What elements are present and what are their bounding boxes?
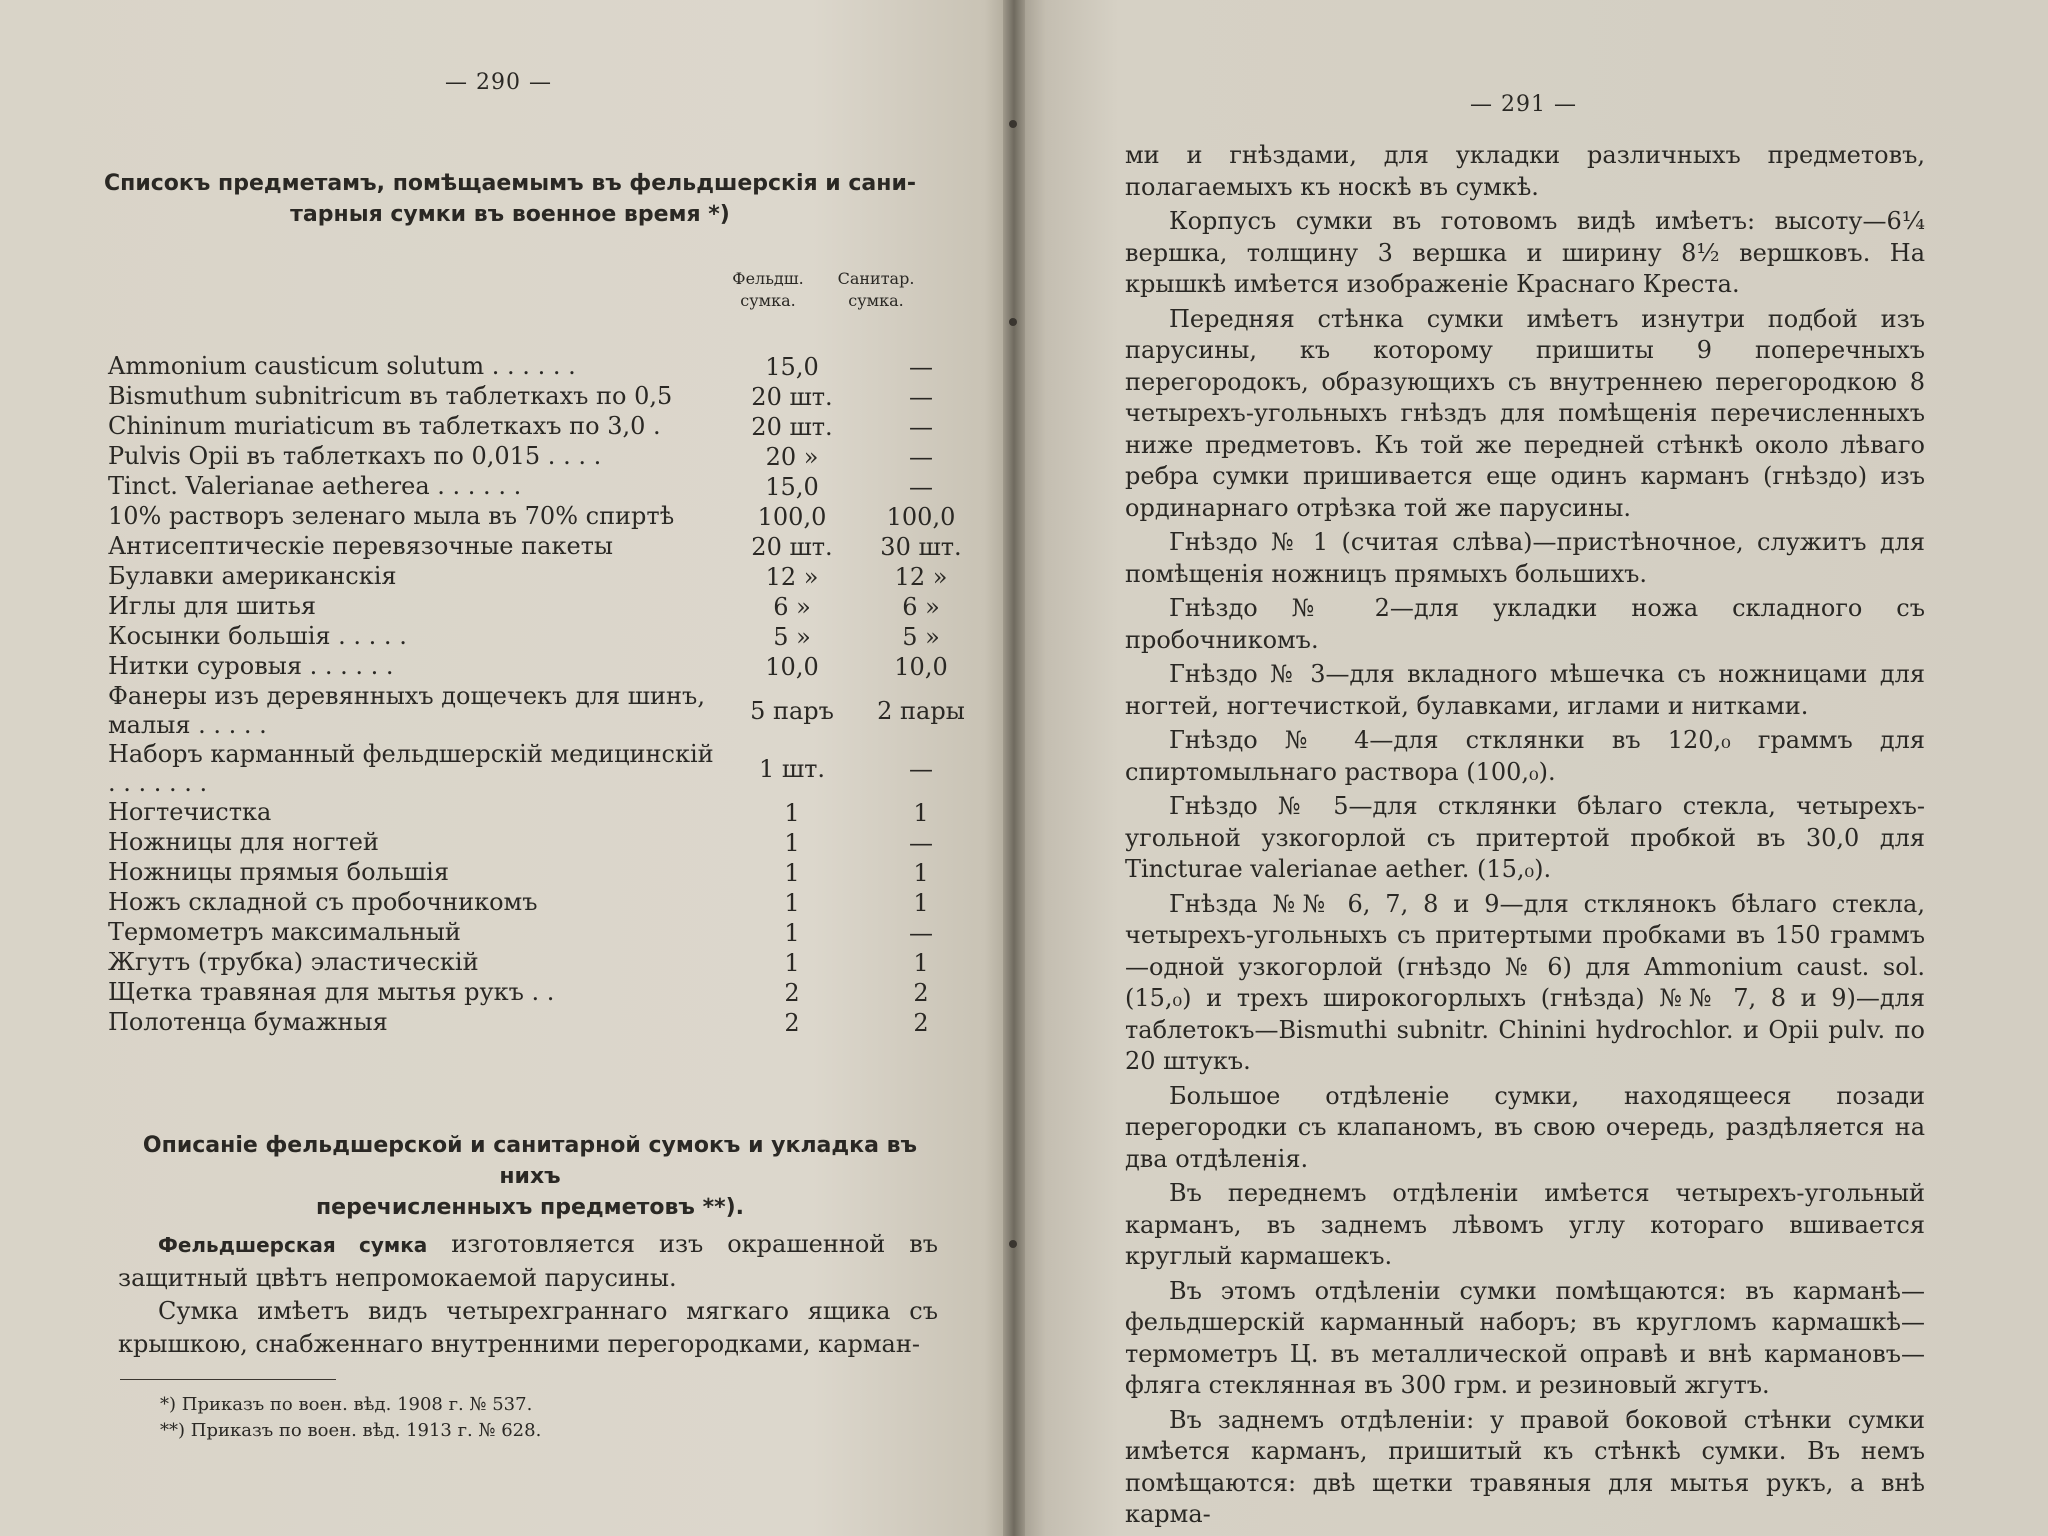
column-header-line: сумка. [848, 291, 904, 310]
item-qty-feldsher: 5 паръ [750, 697, 834, 725]
item-qty-sanitary: 5 » [902, 623, 940, 651]
item-qty-feldsher: 5 » [773, 623, 811, 651]
binding-stitch [1009, 318, 1017, 326]
list-item [108, 562, 948, 592]
description-title-line: Описаніе фельдшерской и санитарной сумокъ и укладка въ нихъ [142, 1133, 918, 1189]
item-qty-sanitary: 2 пары [877, 697, 965, 725]
item-qty-feldsher: 1 шт. [758, 755, 826, 783]
list-item [108, 828, 948, 858]
item-qty-sanitary: 1 [913, 859, 929, 887]
item-qty-sanitary: 1 [913, 889, 929, 917]
paragraph: Гнѣздо № 3—для вкладного мѣшечка съ ножницами для ногтей, ногтечисткой, булавками, иглами и нитками. [1125, 660, 1925, 720]
item-qty-feldsher: 1 [784, 949, 800, 977]
item-name: Ножъ складной съ пробочникомъ [108, 888, 538, 916]
item-qty-sanitary: 1 [913, 949, 929, 977]
list-item [108, 352, 948, 382]
column-header-sanitary [826, 268, 926, 312]
item-qty-feldsher: 100,0 [757, 503, 827, 531]
item-qty-sanitary: 12 » [894, 563, 948, 591]
list-item [108, 652, 948, 682]
column-header-line: Санитар. [837, 269, 915, 288]
item-qty-feldsher: 20 шт. [751, 533, 833, 561]
list-item [108, 978, 948, 1008]
item-name: Ножницы прямыя большія [108, 858, 449, 886]
paragraph-text: изготовляется изъ окрашенной въ защитный цвѣтъ непромокаемой парусины. [118, 1230, 938, 1292]
left-page [0, 0, 1015, 1536]
item-name: Булавки американскія [108, 562, 397, 590]
item-name: Tinct. Valerianae aetherea . . . . . . [108, 472, 522, 500]
list-item [108, 532, 962, 562]
item-name: Bismuthum subnitricum въ таблеткахъ по 0,5 [108, 382, 673, 410]
footnote: *) Приказъ по воен. вѣд. 1908 г. № 537. [160, 1394, 533, 1415]
item-name: Косынки большія . . . . . [108, 622, 407, 650]
item-qty-feldsher: 1 [784, 799, 800, 827]
supply-list [108, 352, 965, 1038]
item-qty-feldsher: 1 [784, 919, 800, 947]
page-number-left: — 290 — [445, 70, 552, 95]
item-qty-feldsher: 20 » [765, 443, 819, 471]
item-qty-sanitary: 30 шт. [880, 533, 962, 561]
list-title [90, 168, 930, 230]
footnotes [160, 1392, 541, 1444]
list-item [108, 918, 948, 948]
paragraph: Гнѣздо № 5—для стклянки бѣлаго стекла, четырехъ-угольной узкогорлой съ притертой пробкой въ 30,0 для Tincturae valerianae aether. (15,₀). [1125, 792, 1925, 883]
item-name: Ammonium causticum solutum . . . . . . [108, 352, 576, 380]
item-name: Нитки суровыя . . . . . . [108, 652, 394, 680]
item-qty-feldsher: 2 [784, 1009, 800, 1037]
description-title-line: перечисленныхъ предметовъ **). [315, 1195, 744, 1220]
item-qty-sanitary: 2 [913, 1009, 929, 1037]
right-body-text [1125, 140, 1925, 1534]
list-title-line: тарныя сумки въ военное время *) [290, 202, 730, 227]
paragraph [118, 1228, 938, 1295]
item-qty-sanitary: 2 [913, 979, 929, 1007]
paragraph-lead: Фельдшерская сумка [158, 1233, 428, 1257]
item-qty-feldsher: 2 [784, 979, 800, 1007]
item-qty-feldsher: 15,0 [765, 473, 819, 501]
item-qty-feldsher: 1 [784, 859, 800, 887]
binding-stitch [1009, 1240, 1017, 1248]
binding-stitch [1009, 120, 1017, 128]
item-name: Полотенца бумажныя [108, 1008, 388, 1036]
list-item [108, 740, 948, 798]
item-qty-sanitary: — [909, 473, 933, 501]
item-qty-sanitary: — [909, 919, 933, 947]
item-qty-sanitary: — [909, 383, 933, 411]
paragraph: ми и гнѣздами, для укладки различныхъ предметовъ, полагаемыхъ къ носкѣ въ сумкѣ. [1125, 141, 1925, 201]
paragraph: Въ этомъ отдѣленіи сумки помѣщаются: въ карманѣ—фельдшерскій карманный наборъ; въ кругломъ кармашкѣ—термометръ Ц. въ металлической оправѣ и внѣ кармановъ—фляга стеклянная въ 300 грм. и резиновый жгутъ. [1125, 1276, 1925, 1399]
item-qty-sanitary: 1 [913, 799, 929, 827]
list-title-line: Списокъ предметамъ, помѣщаемымъ въ фельдшерскія и сани- [103, 171, 917, 196]
list-item [108, 442, 948, 472]
footnote-rule [120, 1379, 336, 1380]
right-page [1015, 0, 2048, 1536]
footnote: **) Приказъ по воен. вѣд. 1913 г. № 628. [160, 1420, 542, 1441]
paragraph: Гнѣздо № 2—для укладки ножа складного съ пробочникомъ. [1125, 594, 1925, 654]
paragraph: Большое отдѣленіе сумки, находящееся позади перегородки съ клапаномъ, въ свою очередь, раздѣляется на два отдѣленія. [1125, 1081, 1925, 1173]
item-qty-sanitary: 100,0 [886, 503, 956, 531]
list-item [108, 622, 948, 652]
list-item [108, 1008, 948, 1038]
item-name: Антисептическіе перевязочные пакеты [108, 532, 614, 560]
item-qty-sanitary: — [909, 413, 933, 441]
paragraph: Въ заднемъ отдѣленіи: у правой боковой стѣнки сумки имѣется карманъ, пришитый къ стѣнкѣ сумки. Въ немъ помѣщаются: двѣ щетки травяныя для мытья рукъ, а внѣ карма- [1125, 1405, 1925, 1528]
paragraph: Гнѣзда №№ 6, 7, 8 и 9—для стклянокъ бѣлаго стекла, четырехъ-угольныхъ съ притертыми пробками въ 150 граммъ—одной узкогорлой (гнѣздо № 6) для Ammonium caust. sol. (15,₀) и трехъ широкогорлыхъ (гнѣзда) №№ 7, 8 и 9)—для таблетокъ—Bismuthi subnitr. Chinini hydrochlor. и Opii pulv. по 20 штукъ. [1125, 889, 1925, 1075]
paragraph: Передняя стѣнка сумки имѣетъ изнутри подбой изъ парусины, къ которому пришиты 9 поперечныхъ перегородокъ, образующихъ съ внутреннею перегородкою 8 четырехъ-угольныхъ гнѣздъ для помѣщенія перечисленныхъ ниже предметовъ. Къ той же передней стѣнкѣ около лѣваго ребра сумки пришивается еще одинъ карманъ (гнѣздо) изъ ординарнаго отрѣзка той же парусины. [1125, 304, 1925, 522]
list-item [108, 502, 956, 532]
item-name: 10% растворъ зеленаго мыла въ 70% спиртѣ [108, 502, 675, 530]
list-item [108, 798, 948, 828]
item-name: Термометръ максимальный [108, 918, 461, 946]
list-item [108, 888, 948, 918]
list-item [108, 472, 948, 502]
item-name: Chininum muriaticum въ таблеткахъ по 3,0 . [108, 412, 661, 440]
item-qty-feldsher: 12 » [765, 563, 819, 591]
item-qty-sanitary: 10,0 [894, 653, 948, 681]
paragraph: Сумка имѣетъ видъ четырехграннаго мягкаго ящика съ крышкою, снабженнаго внутренними перегородками, карман- [118, 1297, 938, 1358]
item-qty-feldsher: 1 [784, 829, 800, 857]
list-item [108, 382, 948, 412]
item-name: Иглы для шитья [108, 592, 317, 620]
item-qty-feldsher: 1 [784, 889, 800, 917]
list-item [108, 682, 965, 740]
item-name: Щетка травяная для мытья рукъ . . [108, 978, 555, 1006]
item-name: Ногтечистка [108, 798, 272, 826]
column-header-line: Фельдш. [732, 269, 804, 288]
item-name: Жгутъ (трубка) эластическій [108, 948, 479, 976]
description-title [110, 1130, 950, 1223]
list-item [108, 948, 948, 978]
item-qty-sanitary: — [909, 829, 933, 857]
list-item [108, 412, 948, 442]
item-name: Ножницы для ногтей [108, 828, 379, 856]
left-body-text [118, 1228, 938, 1361]
column-header-line: сумка. [740, 291, 796, 310]
item-qty-feldsher: 15,0 [765, 353, 819, 381]
page-number-right: — 291 — [1470, 92, 1577, 117]
item-name: Pulvis Opii въ таблеткахъ по 0,015 . . . . [108, 442, 602, 470]
item-qty-feldsher: 20 шт. [751, 383, 833, 411]
paragraph: Гнѣздо № 4—для стклянки въ 120,₀ граммъ для спиртомыльнаго раствора (100,₀). [1125, 726, 1925, 786]
list-item [108, 592, 948, 622]
item-name: Наборъ карманный фельдшерскій медицинскій . . . . . . . [108, 740, 714, 797]
paragraph: Корпусъ сумки въ готовомъ видѣ имѣетъ: высоту—6¼ вершка, толщину 3 вершка и ширину 8½ вершковъ. На крышкѣ имѣется изображеніе Краснаго Креста. [1125, 207, 1925, 298]
paragraph: Гнѣздо № 1 (считая слѣва)—пристѣночное, служитъ для помѣщенія ножницъ прямыхъ большихъ. [1125, 528, 1925, 588]
item-qty-feldsher: 20 шт. [751, 413, 833, 441]
item-qty-feldsher: 10,0 [765, 653, 819, 681]
column-header-feldsher [718, 268, 818, 312]
paragraph: Въ переднемъ отдѣленіи имѣется четырехъ-угольный карманъ, въ заднемъ лѣвомъ углу котораго вшивается круглый кармашекъ. [1125, 1179, 1925, 1270]
item-qty-sanitary: — [909, 353, 933, 381]
item-qty-sanitary: — [909, 755, 933, 783]
item-qty-feldsher: 6 » [773, 593, 811, 621]
item-name: Фанеры изъ деревянныхъ дощечекъ для шинъ, малыя . . . . . [108, 682, 705, 739]
item-qty-sanitary: — [909, 443, 933, 471]
item-qty-sanitary: 6 » [902, 593, 940, 621]
list-item [108, 858, 948, 888]
book-spine [1003, 0, 1025, 1536]
